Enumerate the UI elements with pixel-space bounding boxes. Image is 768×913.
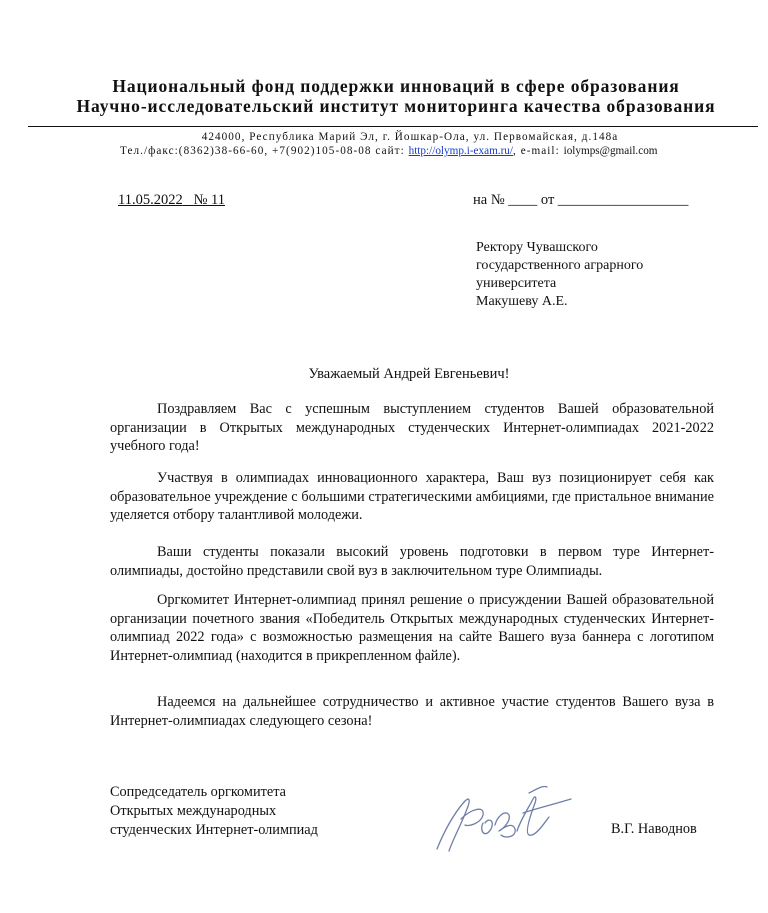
signatory-title-line: Сопредседатель оргкомитета [110,784,286,800]
postal-address: 424000, Республика Марий Эл, г. Йошкар-Ола, ул. Первомайская, д.148а [201,131,619,143]
body-paragraph: Оргкомитет Интернет-олимпиад принял решение о присуждении Вашей образовательной организации почетного звания «Победитель Открытых международных студенческих Интернет-олимпиад 2022 года» с возможностью размещения на сайте Вашего вуза баннера с логотипом Интернет-олимпиад (находится в прикрепленном файле). [110,592,714,664]
body-paragraph: Ваши студенты показали высокий уровень подготовки в первом туре Интернет-олимпиады, достойно представили свой вуз в заключительном туре Олимпиады. [110,544,714,579]
letter-number: № 11 [193,192,226,208]
outgoing-registration [118,192,225,209]
org-name-line-1: Национальный фонд поддержки инноваций в сфере образования [112,76,680,96]
salutation: Уважаемый Андрей Евгеньевич! [308,366,510,382]
signatory-title-line: студенческих Интернет-олимпиад [110,822,318,838]
body-paragraph: Поздравляем Вас с успешным выступлением студентов Вашей образовательной организации в Открытых международных студенческих Интернет-олимпиадах 2021-2022 учебного года! [110,401,714,454]
body-paragraph: Надеемся на дальнейшее сотрудничество и активное участие студентов Вашего вуза в Интернет-олимпиадах следующего сезона! [110,694,714,729]
email-address: iolymps@gmail.com [563,145,658,157]
addressee-line: университета [476,276,557,291]
site-link[interactable]: http://olymp.i-exam.ru/ [408,145,513,157]
contact-line [120,145,658,157]
email-label: , e-mail: [513,145,560,157]
contact-phones: Тел./факс:(8362)38-66-60, +7(902)105-08-08 сайт: [120,145,405,157]
signatory-title-line: Открытых международных [110,803,277,819]
addressee-block [476,239,643,311]
reply-reference: на № ____ от __________________ [473,192,689,208]
signatory-title [110,783,318,840]
signatory-name: В.Г. Наводнов [611,821,697,837]
addressee-line: государственного аграрного [476,258,644,273]
header-divider [28,126,758,127]
addressee-line: Макушеву А.Е. [476,294,568,309]
org-name-line-2: Научно-исследовательский институт мониторинга качества образования [76,96,716,116]
body-paragraph: Участвуя в олимпиадах инновационного характера, Ваш вуз позиционирует себя как образовательное учреждение с большими стратегическими амбициями, где пристальное внимание уделяется отбору талантливой молодежи. [110,470,714,523]
addressee-line: Ректору Чувашского [476,240,598,255]
handwritten-signature [425,779,575,864]
letter-date: 11.05.2022 [118,192,183,208]
